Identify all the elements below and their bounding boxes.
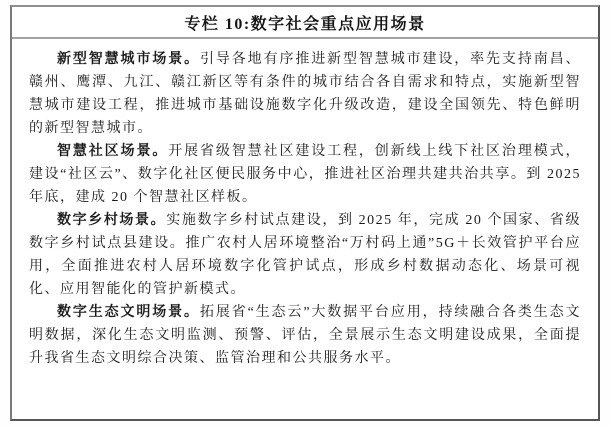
panel-body [12,39,598,370]
column-panel [10,5,600,421]
paragraph [29,140,581,209]
paragraph-lead: 智慧社区场景。 [57,144,169,159]
paragraph-text: 拓展省“生态云”大数据平台应用，持续融合各类生态文明数据，深化生态文明监测、预警、评估，全景展示生态文明建设成果，全面提升我省生态文明综合决策、监管治理和公共服务水平。 [29,305,582,366]
paragraph [29,48,581,140]
paragraph [29,301,581,370]
paragraph-lead: 数字乡村场景。 [57,213,167,228]
paragraph-text: 引导各地有序推进新型智慧城市建设，率先支持南昌、赣州、鹰潭、九江、赣江新区等有条件的城市结合各自需求和特点，实施新型智慧城市建设工程，推进城市基础设施数字化升级改造，建设全国领先、特色鲜明的新型智慧城市。 [29,52,581,136]
paragraph-lead: 数字生态文明场景。 [57,305,200,320]
paragraph [29,209,581,301]
paragraph-text: 实施数字乡村试点建设，到 2025 年，完成 20 个国家、省级数字乡村试点县建设。推广农村人居环境整治“万村码上通”5G＋长效管护平台应用，全面推进农村人居环境数字化管护试点，形成乡村数据动态化、场景可视化、应用智能化的管护新模式。 [29,213,581,297]
paragraph-lead: 新型智慧城市场景。 [57,52,201,67]
paragraph-text: 开展省级智慧社区建设工程，创新线上线下社区治理模式，建设“社区云”、数字化社区便民服务中心，推进社区治理共建共治共享。到 2025 年底，建成 20 个智慧社区样板。 [29,144,581,205]
panel-title: 专栏 10:数字社会重点应用场景 [12,7,598,39]
